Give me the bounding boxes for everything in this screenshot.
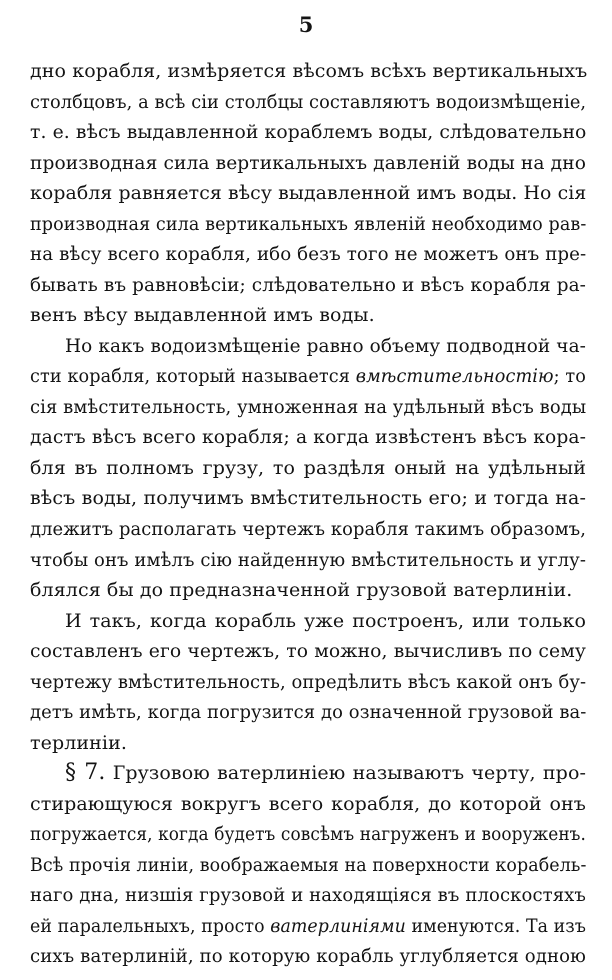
section-number: § 7. xyxy=(65,760,106,786)
text-line: Но какъ водоизмѣщеніе равно объему подводной ча- xyxy=(65,334,586,357)
text-line: дно корабля, измѣряется вѣсомъ всѣхъ вертикальныхъ xyxy=(30,60,588,82)
text-line: чертежу вмѣстительность, опредѣлить вѣсъ какой онъ бу- xyxy=(30,670,587,693)
text-line: вѣсъ воды, получимъ вмѣстительность его; и тогда на- xyxy=(30,487,586,510)
text-fragment: именуются. Та изъ xyxy=(405,914,586,937)
italic-term: ватерлиніями xyxy=(270,914,406,937)
text-line: производная сила вертикальныхъ давленій воды на дно xyxy=(30,151,586,174)
text-line: детъ имѣть, когда погрузится до означенной грузовой ва- xyxy=(30,701,587,724)
section-heading-line xyxy=(65,758,586,789)
page-number: 5 xyxy=(298,12,314,37)
text-line: бывать въ равновѣсіи; слѣдовательно и вѣсъ корабля ра- xyxy=(30,273,586,296)
text-line: чтобы онъ имѣлъ сію найденную вмѣстительность и углу- xyxy=(30,548,586,571)
text-line: т. е. вѣсъ выдавленной кораблемъ воды, слѣдовательно xyxy=(30,121,587,144)
text-line: сія вмѣстительность, умноженная на удѣльный вѣсъ воды xyxy=(30,395,587,418)
text-line: дастъ вѣсъ всего корабля; а когда извѣстенъ вѣсъ кора- xyxy=(30,426,586,449)
text-line: венъ вѣсу выдавленной имъ воды. xyxy=(30,304,375,327)
text-line: блялся бы до предназначенной грузовой ватерлиніи. xyxy=(30,579,573,602)
text-line: стирающуюся вокругъ всего корабля, до которой онъ xyxy=(30,792,586,815)
text-line: на вѣсу всего корабля, ибо безъ того не можетъ онъ пре- xyxy=(30,243,587,266)
text-fragment: сти корабля, который называется xyxy=(30,365,356,388)
text-line: Всѣ прочія линіи, воображаемыя на поверхности корабель- xyxy=(30,853,587,876)
text-line: И такъ, когда корабль уже построенъ, или только xyxy=(65,609,586,632)
italic-term: вмѣстительностію xyxy=(355,365,554,388)
text-line xyxy=(30,911,586,942)
text-line: терлиніи. xyxy=(30,731,127,754)
text-line: составленъ его чертежъ, то можно, вычисливъ по сему xyxy=(30,640,586,663)
text-line: производная сила вертикальныхъ явленій необходимо рав- xyxy=(30,212,587,235)
text-line: столбцовъ, а всѣ сіи столбцы составляютъ водоизмѣщеніе, xyxy=(30,90,587,113)
text-line xyxy=(30,361,586,392)
text-line: наго дна, низшія грузовой и находящіяся въ плоскостяхъ xyxy=(30,884,586,907)
text-fragment: ей паралельныхъ, просто xyxy=(30,914,271,937)
text-line: бля въ полномъ грузу, то раздѣля оный на удѣльный xyxy=(30,456,586,479)
text-line: погружается, когда будетъ совсѣмъ нагруженъ и вооруженъ. xyxy=(30,823,586,846)
text-fragment: Грузовою ватерлиніею называютъ черту, про- xyxy=(105,762,586,785)
text-fragment: ; то xyxy=(553,365,586,388)
text-line: корабля равняется вѣсу выдавленной имъ воды. Но сія xyxy=(30,182,587,205)
text-line: сихъ ватерлиній, по которую корабль углубляется одною xyxy=(30,945,586,968)
text-line: длежитъ располагать чертежъ корабля такимъ образомъ, xyxy=(30,518,586,540)
